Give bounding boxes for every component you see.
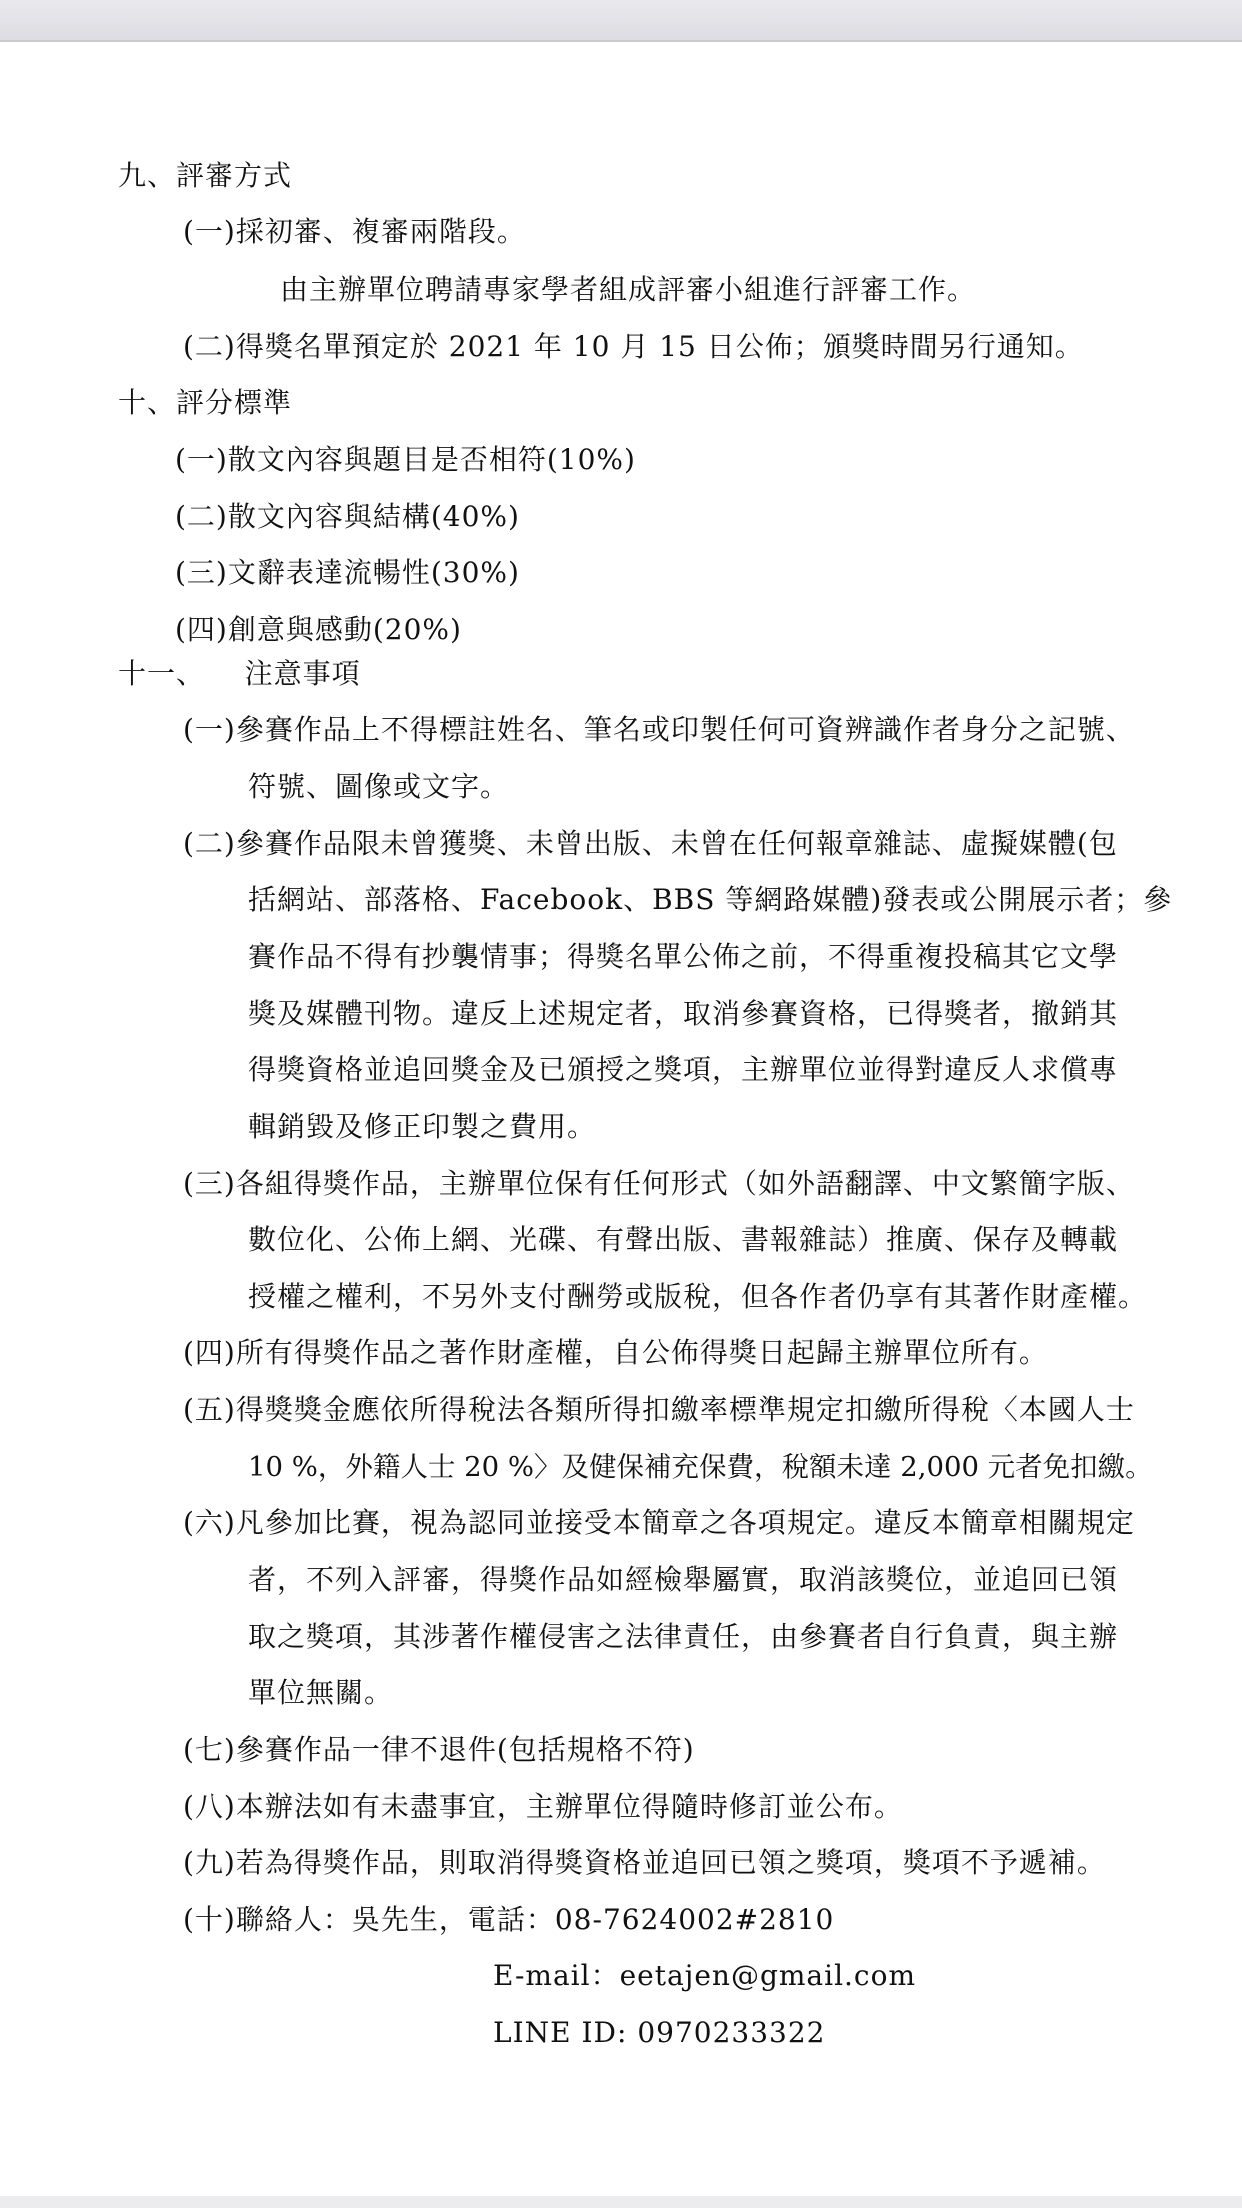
note-1-line-1: (一)參賽作品上不得標註姓名、筆名或印製任何可資辨識作者身分之記號、 <box>183 713 1135 746</box>
note-3-line-1: (三)各組得獎作品，主辦單位保有任何形式（如外語翻譯、中文繁簡字版、 <box>183 1167 1135 1200</box>
note-8-line-1: (八)本辦法如有未盡事宜，主辦單位得隨時修訂並公布。 <box>183 1790 903 1823</box>
note-2-line-6: 輯銷毀及修正印製之費用。 <box>248 1110 597 1143</box>
section-9-item-1: (一)採初審、複審兩階段。 <box>183 215 526 248</box>
top-bar <box>0 0 1242 42</box>
section-10-item-3: (三)文辭表達流暢性(30%) <box>175 556 520 589</box>
note-7-line-1: (七)參賽作品一律不退件(包括規格不符) <box>183 1733 695 1766</box>
note-4-line-1: (四)所有得獎作品之著作財產權，自公佈得獎日起歸主辦單位所有。 <box>183 1336 1048 1369</box>
section-10-item-2: (二)散文內容與結構(40%) <box>175 500 520 533</box>
note-6-line-4: 單位無關。 <box>248 1676 394 1709</box>
note-2-line-2: 括網站、部落格、Facebook、BBS 等網路媒體)發表或公開展示者；參 <box>248 883 1173 916</box>
note-6-line-1: (六)凡參加比賽，視為認同並接受本簡章之各項規定。違反本簡章相關規定 <box>183 1506 1135 1539</box>
document-page <box>0 42 1242 2196</box>
note-9-line-1: (九)若為得獎作品，則取消得獎資格並追回已領之獎項，獎項不予遞補。 <box>183 1846 1106 1879</box>
note-3-line-3: 授權之權利，不另外支付酬勞或版稅，但各作者仍享有其著作財產權。 <box>248 1280 1148 1313</box>
section-10-heading: 十、評分標準 <box>118 386 293 419</box>
note-10-email: E-mail：eetajen@gmail.com <box>493 1959 917 1992</box>
note-3-line-2: 數位化、公佈上網、光碟、有聲出版、書報雜誌）推廣、保存及轉載 <box>248 1223 1119 1256</box>
section-10-item-1: (一)散文內容與題目是否相符(10%) <box>175 443 636 476</box>
note-2-line-1: (二)參賽作品限未曾獲獎、未曾出版、未曾在任何報章雜誌、虛擬媒體(包 <box>183 827 1118 860</box>
note-10-contact: (十)聯絡人：吳先生，電話：08-7624002#2810 <box>183 1903 835 1936</box>
section-9-item-2: (二)得獎名單預定於 2021 年 10 月 15 日公佈；頒獎時間另行通知。 <box>183 330 1084 363</box>
note-2-line-5: 得獎資格並追回獎金及已頒授之獎項，主辦單位並得對違反人求償專 <box>248 1053 1119 1086</box>
note-2-line-4: 獎及媒體刊物。違反上述規定者，取消參賽資格，已得獎者，撤銷其 <box>248 997 1119 1030</box>
note-6-line-2: 者，不列入評審，得獎作品如經檢舉屬實，取消該獎位，並追回已領 <box>248 1563 1119 1596</box>
section-11-heading: 十一、 注意事項 <box>118 657 361 690</box>
section-10-item-4: (四)創意與感動(20%) <box>175 613 462 646</box>
note-5-line-1: (五)得獎獎金應依所得稅法各類所得扣繳率標準規定扣繳所得稅〈本國人士 <box>183 1393 1135 1426</box>
note-10-line-id: LINE ID: 0970233322 <box>493 2016 826 2049</box>
note-2-line-3: 賽作品不得有抄襲情事；得獎名單公佈之前，不得重複投稿其它文學 <box>248 940 1119 973</box>
note-1-line-2: 符號、圖像或文字。 <box>248 770 510 803</box>
note-5-line-2: 10 %，外籍人士 20 %〉及健保補充保費，稅額未達 2,000 元者免扣繳。 <box>248 1451 1153 1483</box>
section-9-item-1-detail: 由主辦單位聘請專家學者組成評審小組進行評審工作。 <box>280 273 977 306</box>
bottom-strip <box>0 2196 1242 2208</box>
section-9-heading: 九、評審方式 <box>118 159 293 192</box>
note-6-line-3: 取之獎項，其涉著作權侵害之法律責任，由參賽者自行負責，與主辦 <box>248 1620 1119 1653</box>
